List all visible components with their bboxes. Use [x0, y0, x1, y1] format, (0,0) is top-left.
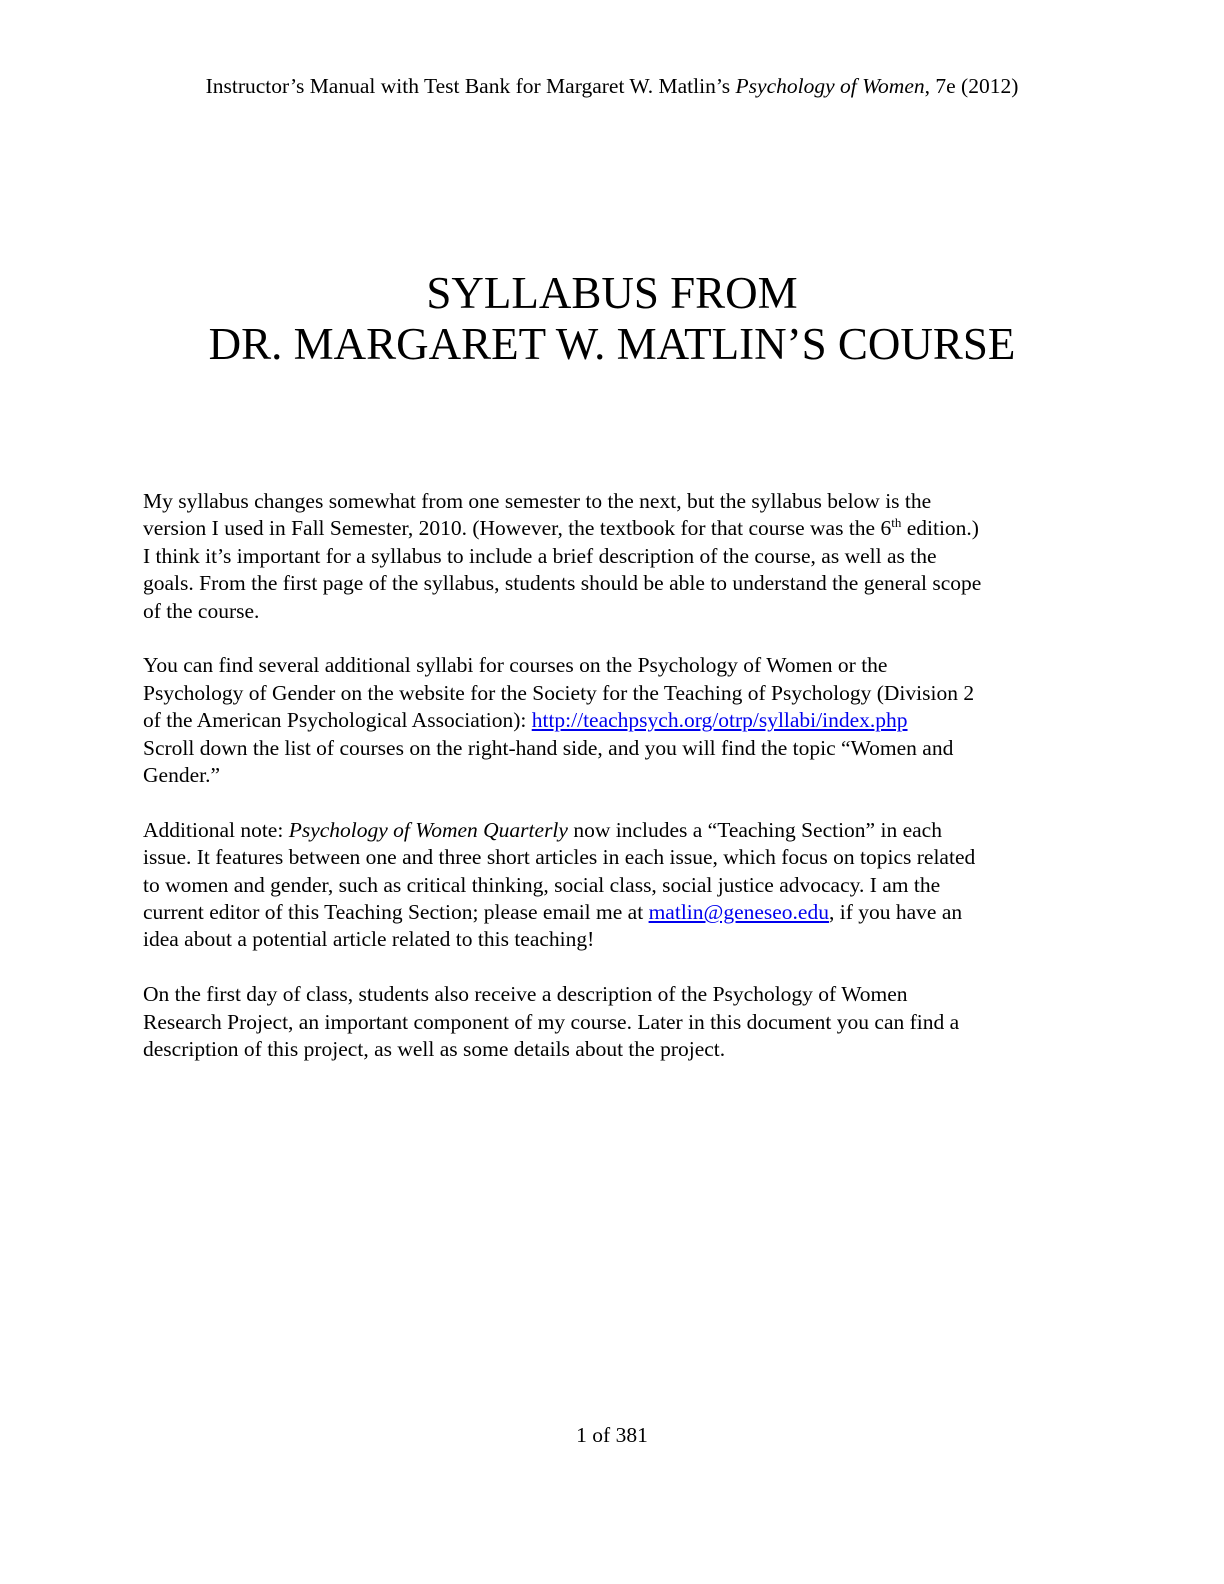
- text-line: Scroll down the list of courses on the right-hand side, and you will find the topic “Women and: [143, 735, 954, 760]
- text-line: description of this project, as well as some details about the project.: [143, 1037, 726, 1062]
- paragraph-additional-syllabi: [143, 652, 1083, 789]
- text-segment: edition.): [901, 516, 979, 541]
- paragraph-additional-note: [143, 817, 1083, 954]
- text-line: [143, 707, 1083, 734]
- text-line: You can find several additional syllabi for courses on the Psychology of Women or the: [143, 653, 888, 678]
- document-title: [0, 268, 1224, 370]
- text-segment: of the American Psychological Association):: [143, 708, 532, 733]
- journal-title: Psychology of Women Quarterly: [288, 817, 568, 842]
- text-line: [143, 899, 1083, 926]
- syllabi-link[interactable]: http://teachpsych.org/otrp/syllabi/index.php: [531, 708, 908, 733]
- text-segment: , if you have an: [828, 900, 963, 925]
- text-line: Research Project, an important component of my course. Later in this document you can find a: [143, 1009, 960, 1034]
- text-segment: version I used in Fall Semester, 2010. (However, the textbook for that course was the 6: [143, 516, 892, 541]
- header-book-title: Psychology of Women: [735, 74, 925, 98]
- title-line-2: DR. MARGARET W. MATLIN’S COURSE: [208, 319, 1016, 369]
- text-line: Psychology of Gender on the website for the Society for the Teaching of Psychology (Division 2: [143, 680, 975, 705]
- text-line: [143, 515, 1083, 542]
- text-line: I think it’s important for a syllabus to include a brief description of the course, as well as the: [143, 543, 937, 568]
- text-line: Gender.”: [143, 763, 221, 788]
- title-line-1: SYLLABUS FROM: [426, 268, 798, 318]
- header-prefix: Instructor’s Manual with Test Bank for Margaret W. Matlin’s: [205, 74, 736, 98]
- text-segment: Additional note:: [143, 817, 289, 842]
- running-header: [0, 72, 1224, 100]
- text-segment: now includes a “Teaching Section” in each: [567, 817, 942, 842]
- text-line: issue. It features between one and three short articles in each issue, which focus on topics related: [143, 845, 976, 870]
- text-line: to women and gender, such as critical thinking, social class, social justice advocacy. I am the: [143, 872, 941, 897]
- text-line: goals. From the first page of the syllabus, students should be able to understand the general scope: [143, 571, 982, 596]
- paragraph-research-project: [143, 981, 1083, 1063]
- text-line: idea about a potential article related to this teaching!: [143, 927, 595, 952]
- text-segment: current editor of this Teaching Section; please email me at: [143, 900, 649, 925]
- text-line: of the course.: [143, 598, 260, 623]
- text-line: [143, 817, 1083, 844]
- paragraph-syllabus-intro: [143, 488, 1083, 625]
- text-line: My syllabus changes somewhat from one semester to the next, but the syllabus below is the: [143, 489, 932, 513]
- text-line: On the first day of class, students also receive a description of the Psychology of Women: [143, 982, 908, 1007]
- page-number: 1 of 381: [576, 1423, 648, 1447]
- body-text: [143, 488, 1083, 1091]
- header-suffix: , 7e (2012): [924, 74, 1019, 98]
- superscript-ordinal: th: [891, 515, 902, 531]
- email-link[interactable]: matlin@geneseo.edu: [648, 900, 829, 925]
